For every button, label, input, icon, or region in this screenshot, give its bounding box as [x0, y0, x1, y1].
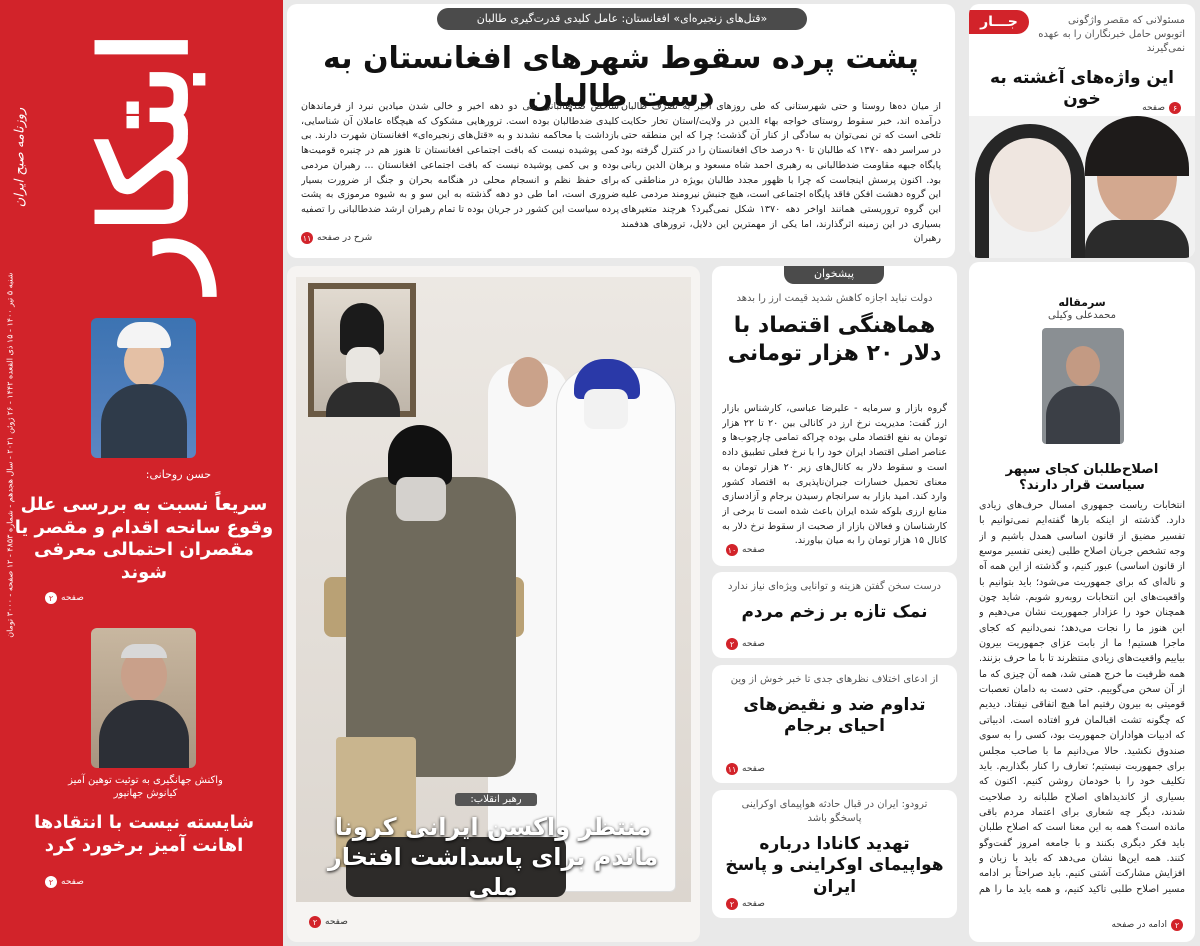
pishkhan-story-4[interactable]: [712, 790, 957, 918]
pishkhan-s3-headline[interactable]: تداوم ضد و نقیض‌های احیای برجام: [743, 695, 926, 737]
editorial-more: ۲ ادامه در صفحه: [1111, 919, 1183, 931]
main-kicker: «قتل‌های زنجیره‌ای» افغانستان: عامل کلیدی قدرت‌گیری طالبان: [437, 8, 807, 30]
pishkhan-s2-page-ref: صفحه ۲: [726, 638, 765, 650]
main-col-1: از میان ده‌ها روستا و حتی شهرستانی که طی روزهای اخیر به تصرف طالبان درآمده اند، خبر سقوط روستای خواجه بهاء الدین در ولایت/استان تخار حکایت تلخی است که تن نمی‌توان به سادگی از کنار آن گذشت؛ چرا که این منطقه حتی در سراسر دهه ۱۳۷۰ که طالبان تا ۹۰ درصد خاک افغانستان را در کنترل گرفته بود پایگاه جبهه مقاومت ضدطالبانی به رهبری احمد شاه مسعود و برهان الدین ربانی بود. اکنون پرسش اینجاست که چرا با ظهور مجدد طالبان بویژه در مناطقی که این گروه دهشت افکن فاقد پایگاه اجتماعی است، هیچ جنبش نیرومند مردمی علیه این گروه تروریستی همانند اواخر دهه ۱۳۷۰ شکل نمی‌گیرد؟ هرچند متغیرهای بسیاری در این زمینه اثرگذارند، اما یکی از مهمترین این دلایل، ترورهای هدفمند رهبران: [621, 101, 941, 245]
left-top-story[interactable]: [969, 4, 1195, 258]
side1-page-ref: صفحه ۲: [45, 592, 84, 604]
pishkhan-s4-page-ref: صفحه ۲: [726, 898, 765, 910]
editorial-label: سرمقاله: [1058, 296, 1106, 309]
photo-story-headline[interactable]: منتظر واکسن ایرانی کرونا ماندم برای پاسداشت افتخار ملی: [327, 813, 659, 901]
masthead-tagline: روزنامه صبح ایران: [12, 107, 28, 208]
pishkhan-s4-headline[interactable]: تهدید کانادا درباره هواپیمای اوکراینی و پاسخ ایران: [725, 834, 944, 897]
left-top-page-ref: ۶ صفحه: [1142, 102, 1181, 114]
photo-story[interactable]: [287, 266, 700, 942]
main-col-2: شاخص ضدطالبانی طی دو دهه اخیر و خالی شدن میادین نبرد از فرماندهان کلیدی ضدطالبان بوده است. ترورهایی مشکوک که هیچگاه عاملان آن شناسایی، بازداشت یا محاکمه نشدند و به «قتل‌های زنجیره‌ای» افغانستان شهرت دارند. بی کمی پوشیده نیست که بافت اجتماعی افغانستان تا هنوز هم در چنبره قومیت‌ها بوده و بی کمی پوشیده نیست که بافت اجتماعی افغانستان ... رهبران مردمی برای حفظ نظم و انسجام محلی در هنگامه بحران و جنگ از ضرورت بسیار ضروری است، اما طی دو دهه گذشته به این سو و به شیوه مرموزی به پشت پرده سیاست این کشور در جریان بوده تا تمام رهبران ارشد ضدطالبانی را تصفیه: [301, 101, 619, 216]
pishkhan-s1-headline[interactable]: هماهنگی اقتصاد با دلار ۲۰ هزار تومانی: [727, 313, 942, 366]
pishkhan-story-1[interactable]: [712, 266, 957, 566]
vaccination-photo: [296, 277, 691, 902]
editorial-body: انتخابات ریاست جمهوری امسال حرف‌های زیادی دارد. گذشته از اینکه بارها گفته‌ایم نمی‌توانیم با تفسیر مضیق از قانون اساسی همدل باشیم و از وجه تشخص جریان اصلاح طلبی (یعنی تفسیر موسع از قانون اساسی) عبور کنیم، و گذشته از این همه آه و ناله‌ای که برای جمهوریت می‌شود؛ باید بتوانیم با واقعیت‌های این انتخابات روبه‌رو شویم. شاید چون همچنان خود را عزادار جمهوریت نشان می‌دهیم و این هنوز ما را نجات می‌دهد؛ نمی‌دانیم که کجای ماجرا هستیم! ما از بابت عزای جمهوریت بیرون بیاییم واقعیت‌های زیادی منتظرند تا با ما حرف بزنند. همه ظرفیت ما خرج همتی شد، همه آن چیزی که ما از آن سخن می‌گوییم. حتی دست به دامان تعصبات قومیتی به بیرون رفتیم اما هیچ اتفاقی نیفتاد. دیدیم که چگونه تشت اقبالمان فرو افتاده است. ادبیاتی که ادبیات هواداران جمهوریت بود، کسی را به سوی صندوق نکشید. حالا می‌دانیم ما با صاحب مجلس برای جمهوریت نیستیم؛ تعارف را کنار بگذاریم. باید تکلیف خود را با خودمان روشن کنیم. اکنون که بسیاری از کاندیداهای اصلاح طلبانه رد صلاحیت شدند، دیگر چه شعاری برای اعتماد مردم باقی مانده است؟ همه به این معنا است که اصلاح طلبان باید فکر دیگری بکنند و با جامعه امروز گفت‌وگو کنند. همه این‌ها نشان می‌دهد که باید با زبان و افزایش مشارکت آشتی کنیم. باید صراحتاً بر ادامه مسیر اصلاح طلبی تاکید کنیم، و همه باید ما را هم: [979, 500, 1185, 895]
pishkhan-s2-kicker: درست سخن گفتن هزینه و توانایی ویژه‌ای نیاز ندارد: [727, 581, 941, 592]
side1-caption: حسن روحانی:: [145, 468, 211, 481]
side1-headline[interactable]: سریعاً نسبت به بررسی علل وقوع سانحه اقدام و مقصر یا مقصران احتمالی معرفی شوند: [14, 494, 274, 583]
pishkhan-s3-page-ref: صفحه ۱۱: [727, 764, 765, 774]
masthead-logo: [10, 10, 280, 310]
victims-photo: [969, 116, 1195, 258]
pishkhan-s1-kicker: دولت نباید اجازه کاهش شدید قیمت ارز را بدهد: [736, 293, 933, 304]
pishkhan-s2-headline[interactable]: نمک تازه بر زخم مردم: [741, 602, 928, 622]
left-top-kicker: مسئولانی که مقصر واژگونی اتوبوس حامل خبرنگاران را به عهده نمی‌گیرند: [1038, 15, 1185, 54]
jar-banner: جـــار: [969, 10, 1029, 34]
editorial[interactable]: [969, 262, 1195, 942]
author-photo: [1042, 328, 1124, 444]
side-story-rouhani[interactable]: [13, 318, 275, 613]
editorial-headline[interactable]: اصلاح‌طلبان کجای سپهر سیاست قرار دارند؟: [1005, 462, 1159, 494]
side2-caption: واکنش جهانگیری به توئیت توهین آمیز کیانوش جهانپور: [68, 775, 223, 799]
side2-page-ref: صفحه ۲: [45, 876, 84, 888]
newspaper-name: ابتکار: [75, 30, 215, 290]
rouhani-photo: [91, 318, 196, 458]
photo-story-tag: رهبر انقلاب:: [455, 793, 537, 806]
pishkhan-s1-body: گروه بازار و سرمایه - علیرضا عباسی، کارشناس بازار ارز گفت: مدیریت نرخ ارز در کانالی بین ۲۰ تا ۲۲ هزار تومان به نفع اقتصاد ملی بوده چراکه تمامی چارچوب‌ها و عناصر اصلی اقتصاد ایران خود را با نرخ فعلی تطبیق داده است و سقوط دلار به کانال‌های زیر ۲۰ هزار تومان به معنای تحمیل خسارات جبران‌ناپذیری به اقتصاد کشور وارد کند. امید بازار به سرانجام رسیدن برجام و آزادسازی منابع ارزی بلوکه شده ایران باعث شده است تا برخی از کارشناسان و فعالان بازار از صحبت از سقوط نرخ دلار به کانال ۱۵ هزار تومان را به میان بیاورند.: [722, 403, 947, 546]
main-headline[interactable]: پشت پرده سقوط شهرهای افغانستان به دست طالبان: [323, 41, 919, 114]
jahangiri-photo: [91, 628, 196, 768]
main-more: شرح در صفحه ۱۱: [302, 233, 373, 243]
pishkhan-story-2[interactable]: [712, 572, 957, 658]
pishkhan-s4-kicker: ترودو: ایران در قبال حادثه هواپیمای اوکراینی پاسخگو باشد: [741, 799, 928, 824]
left-top-headline[interactable]: این واژه‌های آغشته به خون: [990, 68, 1174, 110]
side-story-jahangiri[interactable]: [13, 628, 275, 898]
photo-story-page-ref: صفحه ۲: [309, 916, 348, 928]
side2-headline[interactable]: شایسته نیست با انتقادها اهانت آمیز برخورد کرد: [33, 812, 255, 856]
editorial-author: محمدعلی وکیلی: [1048, 310, 1116, 321]
main-story[interactable]: [287, 4, 955, 258]
masthead-dateline: شنبه ۵ تیر ۱۴۰۰ - ۱۵ ذی القعده ۱۴۴۲ - ۲۶ ژوئن ۲۰۲۱ - سال هجدهم - شماره ۴۸۵۳ - ۱۲ صفحه - ۳۰۰۰ تومان: [5, 272, 15, 638]
pishkhan-story-3[interactable]: [712, 665, 957, 783]
pishkhan-s3-kicker: از ادعای اختلاف نظرهای جدی تا خبر خوش از وین: [730, 674, 939, 685]
pishkhan-s1-page-ref: صفحه ۱۰: [727, 545, 765, 555]
pishkhan-label: پیشخوان: [784, 266, 884, 284]
